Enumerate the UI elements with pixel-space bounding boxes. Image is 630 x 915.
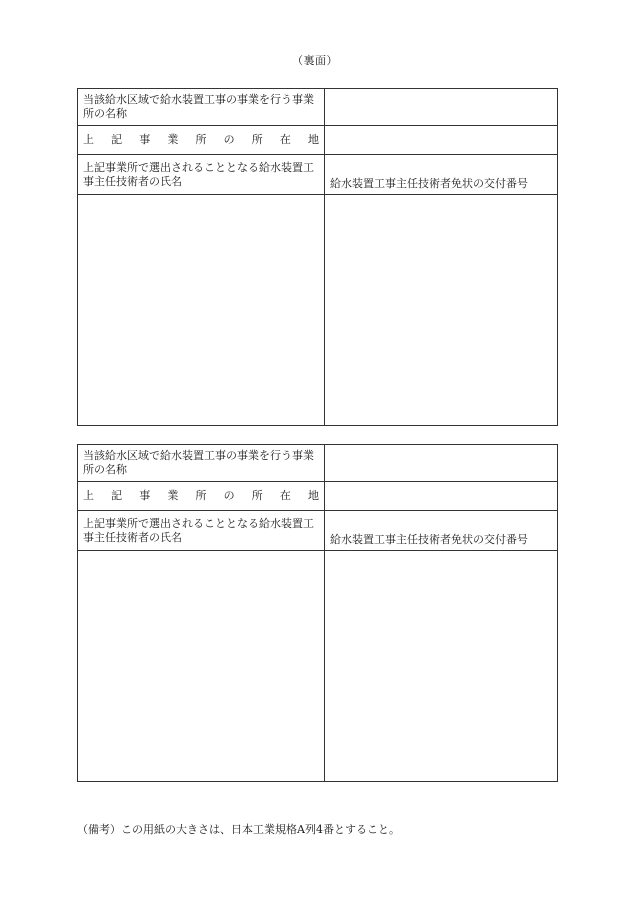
address-label-char: 在 — [279, 133, 291, 146]
address-label-char: 所 — [251, 489, 263, 502]
office-name-row — [78, 89, 558, 126]
office-name-label: 当該給水区域で給水装置工事の事業を行う事業所の名称 — [78, 89, 325, 126]
engineer-name-field[interactable] — [78, 195, 325, 426]
footnote-remarks: （備考）この用紙の大きさは、日本工業規格A列4番とすること。 — [77, 823, 400, 836]
license-number-header: 給水装置工事主任技術者免状の交付番号 — [325, 511, 558, 551]
address-label-char: 在 — [279, 489, 291, 502]
address-label-char: の — [223, 133, 235, 146]
address-label-char: 上 — [83, 489, 94, 502]
license-number-field[interactable] — [325, 551, 558, 782]
address-label-char: 所 — [195, 489, 207, 502]
address-label-char: 所 — [251, 133, 263, 146]
address-label-char: 所 — [195, 133, 207, 146]
engineer-entry-row — [78, 195, 558, 426]
address-label-char: 上 — [83, 133, 94, 146]
engineer-header-row — [78, 155, 558, 195]
office-address-row — [78, 126, 558, 155]
address-label-char: 業 — [167, 133, 179, 146]
engineer-name-field[interactable] — [78, 551, 325, 782]
address-label-char: 記 — [111, 489, 123, 502]
office-name-row — [78, 445, 558, 482]
license-number-field[interactable] — [325, 195, 558, 426]
registration-table-1 — [77, 88, 558, 426]
address-label-char: 業 — [167, 489, 179, 502]
engineer-name-header: 上記事業所で選出されることとなる給水装置工事主任技術者の氏名 — [78, 155, 325, 195]
office-address-label — [78, 482, 325, 511]
address-label-char: 事 — [139, 133, 151, 146]
office-address-field[interactable] — [325, 126, 558, 155]
address-label-char: 記 — [111, 133, 123, 146]
engineer-header-row — [78, 511, 558, 551]
address-label-char: 事 — [139, 489, 151, 502]
office-address-row — [78, 482, 558, 511]
office-name-field[interactable] — [325, 89, 558, 126]
address-label-char: 地 — [308, 133, 319, 146]
engineer-entry-row — [78, 551, 558, 782]
office-name-label: 当該給水区域で給水装置工事の事業を行う事業所の名称 — [78, 445, 325, 482]
office-address-label — [78, 126, 325, 155]
address-label-char: 地 — [308, 489, 319, 502]
page-heading: （裏面） — [292, 54, 338, 67]
address-label-char: の — [223, 489, 235, 502]
office-name-field[interactable] — [325, 445, 558, 482]
registration-table-2 — [77, 444, 558, 782]
engineer-name-header: 上記事業所で選出されることとなる給水装置工事主任技術者の氏名 — [78, 511, 325, 551]
office-address-field[interactable] — [325, 482, 558, 511]
license-number-header: 給水装置工事主任技術者免状の交付番号 — [325, 155, 558, 195]
